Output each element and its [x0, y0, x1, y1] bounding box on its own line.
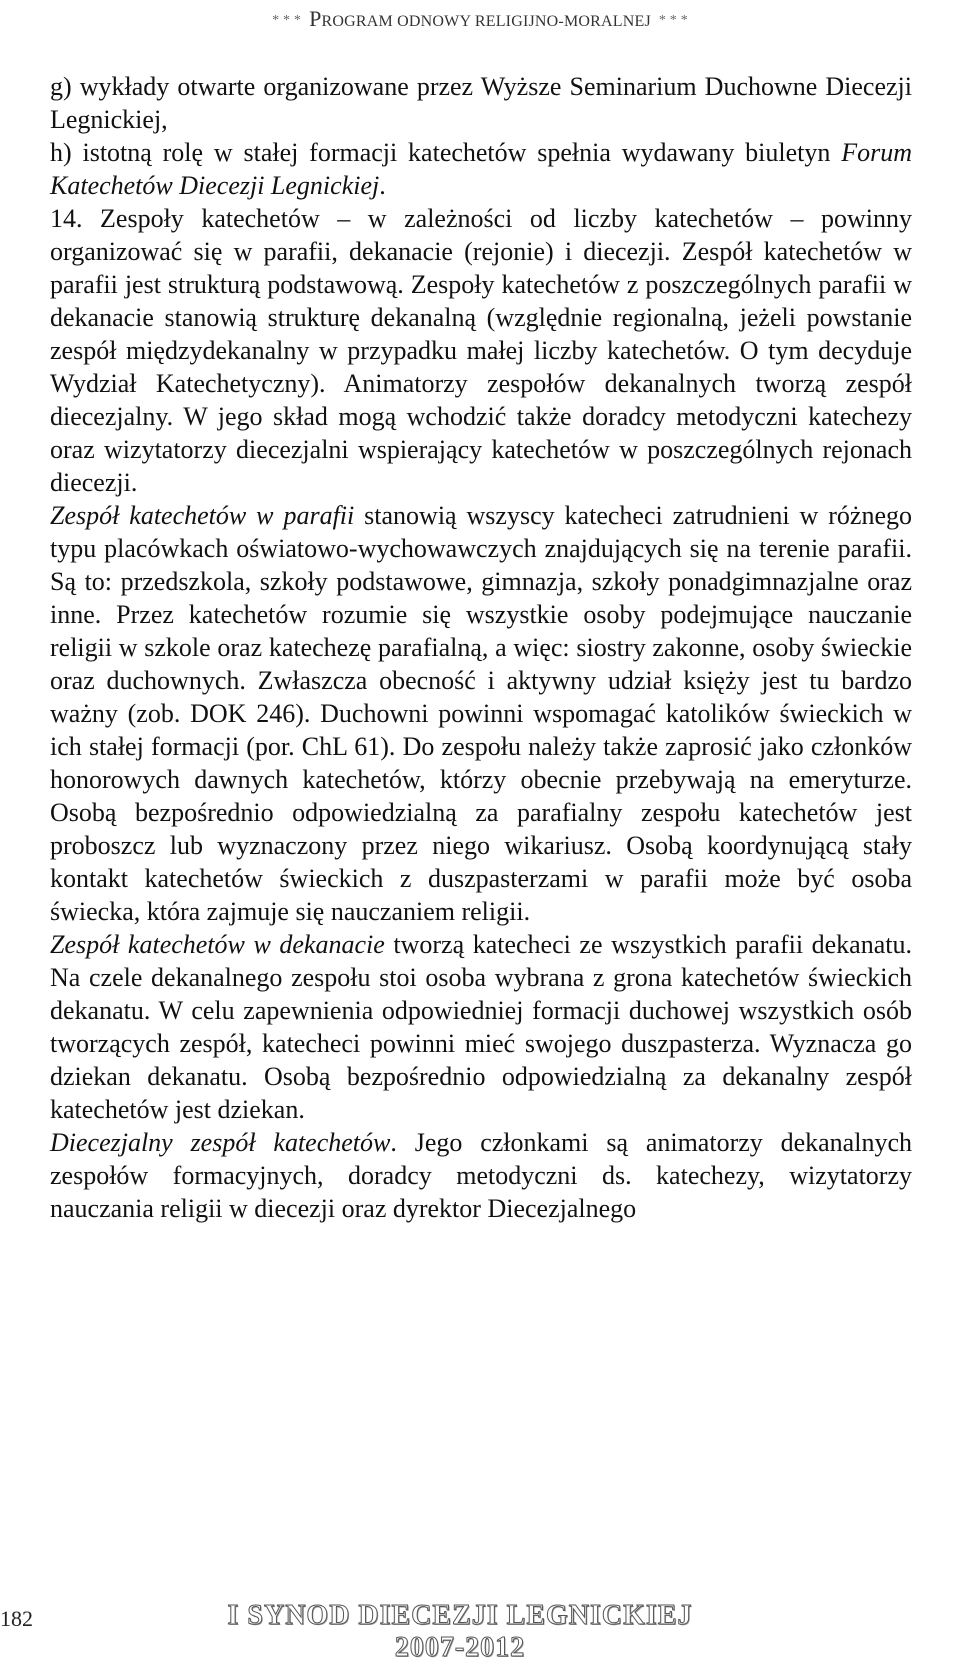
page-body [50, 70, 912, 1225]
paragraph-14: 14. Zespoły katechetów – w zależności od liczby katechetów – powinny organizować się w parafii, dekanacie (rejonie) i diecezji. Zespół katechetów w parafii jest strukturą podstawową. Zespoły katechetów z poszczególnych parafii w dekanacie stanowią strukturę dekanalną (względnie regionalną, jeżeli powstanie zespół międzydekanalny w przypadku małej liczby katechetów. O tym decyduje Wydział Katechetyczny). Animatorzy zespołów dekanalnych tworzą zespół diecezjalny. W jego skład mogą wchodzić także doradcy metodyczni katechezy oraz wizytatorzy diecezjalni wspierający katechetów w poszczególnych rejonach diecezji. [50, 204, 912, 497]
list-item-h [50, 136, 912, 202]
diocesan-team-text: . Jego członkami są animatorzy dekanalnych zespołów formacyjnych, doradcy metodyczni ds. katechezy, wizytatorzy nauczania religii w diecezji oraz dyrektor Diecezjalnego [50, 1128, 912, 1223]
diocesan-team-heading: Diecezjalny zespół katechetów [50, 1128, 391, 1157]
running-header [0, 6, 960, 32]
list-item-h-end: . [379, 171, 386, 200]
page-number: 182 [0, 1606, 33, 1631]
list-item-g: g) wykłady otwarte organizowane przez Wyższe Seminarium Duchowne Diecezji Legnickiej, [50, 72, 912, 134]
header-title-initial: P [309, 6, 322, 31]
footer-title: I SYNOD DIECEZJI LEGNICKIEJ 2007-2012 [227, 1600, 693, 1663]
header-stars-left: * * * [272, 13, 302, 28]
deanery-team-text: tworzą katecheci ze wszystkich parafii dekanatu. Na czele dekanalnego zespołu stoi osoba wybrana z grona katechetów świeckich dekanatu. W celu zapewnienia odpowiedniej formacji duchowej wszystkich osób tworzących zespół, katecheci powinni mieć swojego duszpasterza. Wyznacza go dziekan dekanatu. Osobą bezpośrednio odpowiedzialną za dekanalny zespół katechetów jest dziekan. [50, 930, 912, 1124]
deanery-team-heading: Zespół katechetów w dekanacie [50, 930, 385, 959]
header-title: ROGRAM ODNOWY RELIGIJNO-MORALNEJ [321, 13, 651, 30]
list-item-h-text: h) istotną rolę w stałej formacji katechetów spełnia wydawany biuletyn [50, 138, 842, 167]
paragraph-diocesan-team [50, 1126, 912, 1225]
parish-team-text: stanowią wszyscy katecheci zatrudnieni w różnego typu placówkach oświatowo-wychowawczych znajdujących się na terenie parafii. Są to: przedszkola, szkoły podstawowe, gimnazja, szkoły ponadgimnazjalne oraz inne. Przez katechetów rozumie się wszystkie osoby podejmujące nauczanie religii w szkole oraz katechezę parafialną, a więc: siostry zakonne, osoby świeckie oraz duchownych. Zwłaszcza obecność i aktywny udział księży jest tu bardzo ważny (zob. DOK 246). Duchowni powinni wspomagać katolików świeckich w ich stałej formacji (por. ChL 61). Do zespołu należy także zaprosić jako członków honorowych dawnych katechetów, którzy obecnie przebywają na emeryturze. Osobą bezpośrednio odpowiedzialną za parafialny zespołu katechetów jest proboszcz lub wyznaczony przez niego wikariusz. Osobą koordynującą stały kontakt katechetów świeckich z duszpasterzami w parafii może być osoba świecka, która zajmuje się nauczaniem religii. [50, 501, 912, 926]
page-footer [0, 1600, 960, 1663]
list-item-h-title: Forum Katechetów Diecezji Legnickiej [50, 138, 912, 200]
header-stars-right: * * * [658, 13, 688, 28]
paragraph-deanery-team [50, 928, 912, 1126]
parish-team-heading: Zespół katechetów w parafii [50, 501, 355, 530]
paragraph-parish-team [50, 499, 912, 928]
